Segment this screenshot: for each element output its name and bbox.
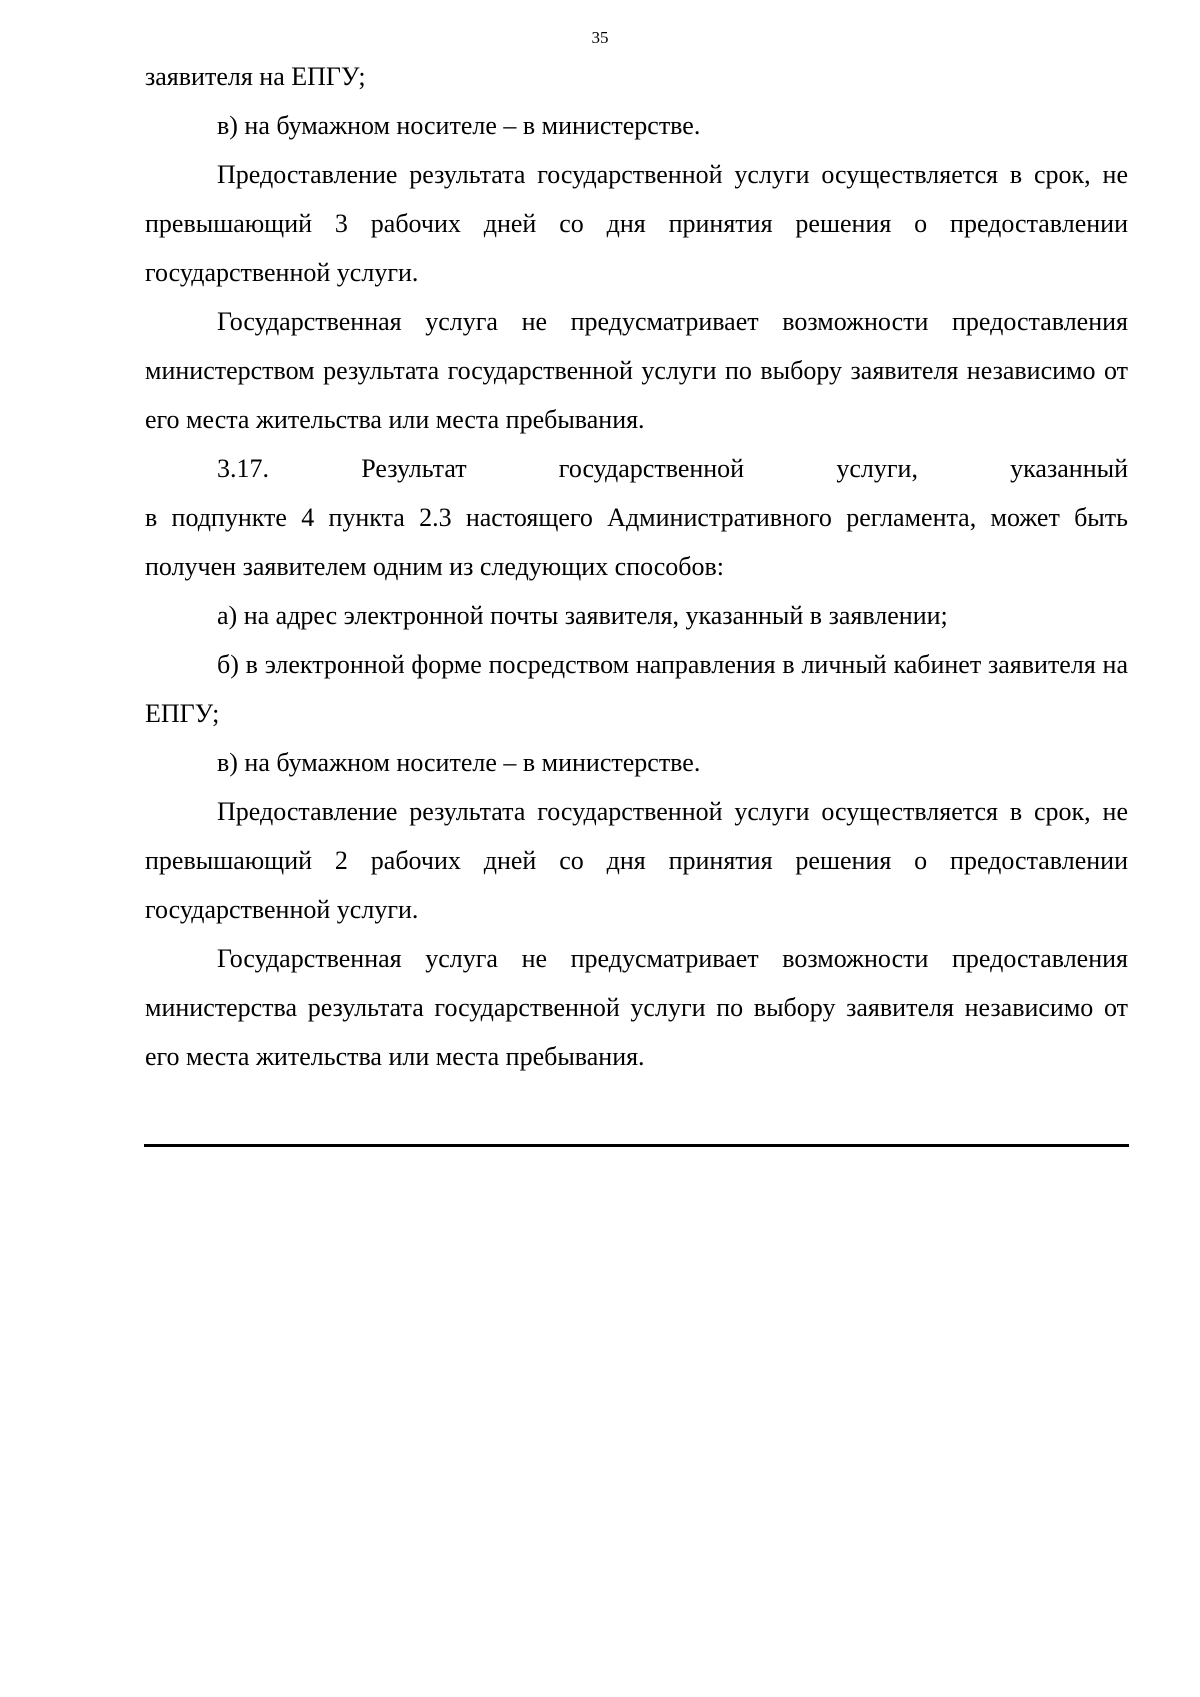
page-number: 35 bbox=[591, 28, 609, 47]
list-item-email: а) на адрес электронной почты заявителя, указанный в заявлении; bbox=[217, 601, 948, 630]
closing-divider bbox=[144, 1144, 1129, 1147]
paragraph-continuation: заявителя на ЕПГУ; bbox=[145, 62, 366, 91]
paragraph-no-choice-2: Государственная услуга не предусматривает возможности предоставления министерства результата государственной услуги по выбору заявителя независимо от его места жительства или места пребывания. bbox=[145, 944, 1128, 1071]
paragraph-section-3-17-heading: 3.17. Результат государственной услуги, указанный bbox=[217, 454, 1128, 483]
document-body bbox=[145, 52, 1128, 1081]
paragraph-paper-delivery: в) на бумажном носителе – в министерстве. bbox=[217, 111, 701, 140]
paragraph-section-3-17-body: в подпункте 4 пункта 2.3 настоящего Административного регламента, может быть получен заявителем одним из следующих способов: bbox=[145, 503, 1128, 581]
paragraph-delivery-term-2: Предоставление результата государственной услуги осуществляется в срок, не превышающий 2 рабочих дней со дня принятия решения о предоставлении государственной услуги. bbox=[145, 797, 1128, 924]
paragraph-no-choice: Государственная услуга не предусматривает возможности предоставления министерством результата государственной услуги по выбору заявителя независимо от его места жительства или места пребывания. bbox=[145, 307, 1128, 434]
list-item-paper: в) на бумажном носителе – в министерстве. bbox=[217, 748, 701, 777]
paragraph-delivery-term: Предоставление результата государственной услуги осуществляется в срок, не превышающий 3 рабочих дней со дня принятия решения о предоставлении государственной услуги. bbox=[145, 160, 1128, 287]
list-item-electronic-cabinet: б) в электронной форме посредством направления в личный кабинет заявителя на ЕПГУ; bbox=[145, 650, 1128, 728]
